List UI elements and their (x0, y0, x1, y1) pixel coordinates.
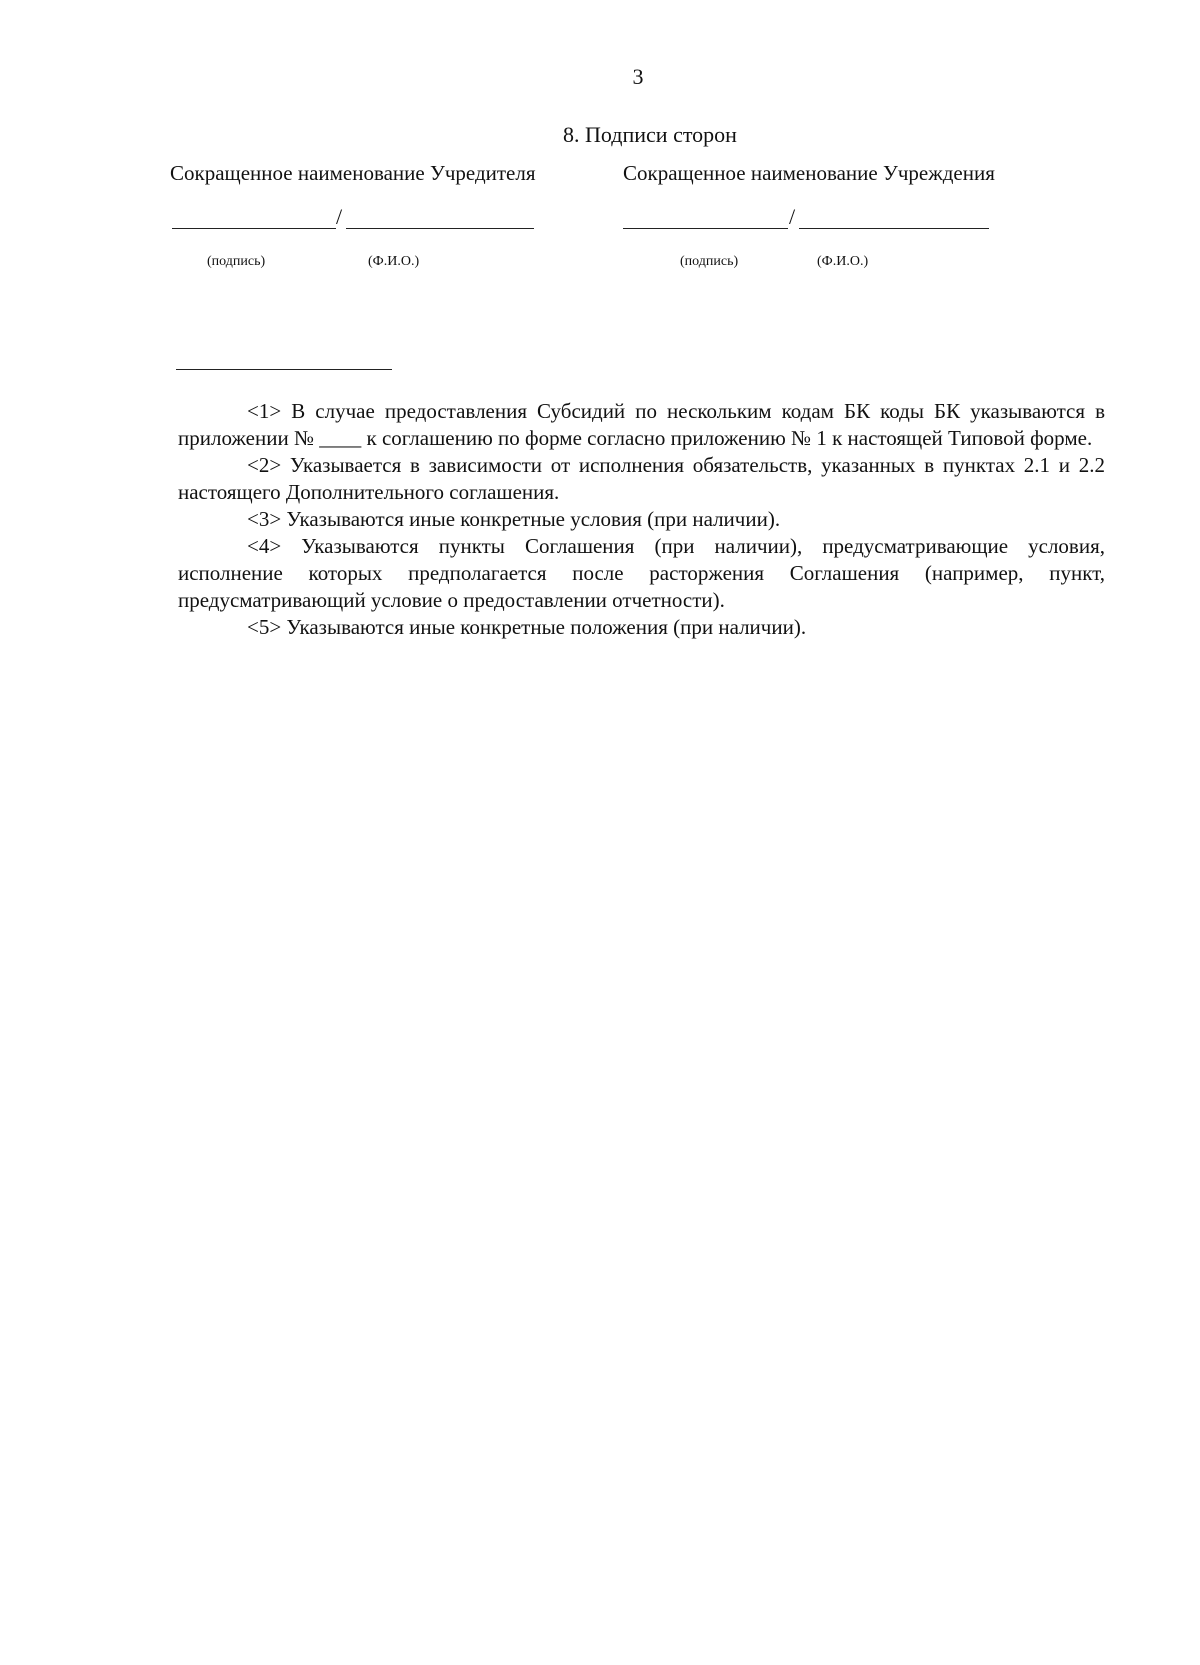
founder-slash: / (336, 204, 343, 229)
section-title: 8. Подписи сторон (563, 122, 737, 147)
footnote-separator (176, 369, 392, 370)
institution-slash: / (789, 204, 796, 229)
institution-fio-line (799, 228, 989, 229)
founder-title: Сокращенное наименование Учредителя (170, 161, 536, 185)
footnote-3: <3> Указываются иные конкретные условия (при наличии). (247, 507, 781, 531)
founder-signature-line (172, 228, 336, 229)
institution-title: Сокращенное наименование Учреждения (623, 161, 995, 185)
footnotes (178, 398, 1105, 641)
institution-signature-caption: (подпись) (680, 254, 739, 269)
founder-signature-caption: (подпись) (207, 254, 266, 269)
founder-fio-line (346, 228, 534, 229)
page-number: 3 (632, 64, 644, 89)
footnote-1: <1> В случае предоставления Субсидий по нескольким кодам БК коды БК указываются в приложении № ____ к соглашению по форме согласно приложению № 1 к настоящей Типовой форме. (178, 399, 1105, 450)
footnote-2: <2> Указывается в зависимости от исполнения обязательств, указанных в пунктах 2.1 и 2.2 настоящего Дополнительного соглашения. (178, 453, 1105, 504)
footnote-5: <5> Указываются иные конкретные положения (при наличии). (247, 615, 807, 639)
founder-fio-caption: (Ф.И.О.) (368, 254, 420, 269)
institution-fio-caption: (Ф.И.О.) (817, 254, 869, 269)
institution-signature-line (623, 228, 788, 229)
footnote-4: <4> Указываются пункты Соглашения (при наличии), предусматривающие условия, исполнение которых предполагается после расторжения Соглашения (например, пункт, предусматривающий условие о предоставлении отчетности). (178, 534, 1105, 612)
